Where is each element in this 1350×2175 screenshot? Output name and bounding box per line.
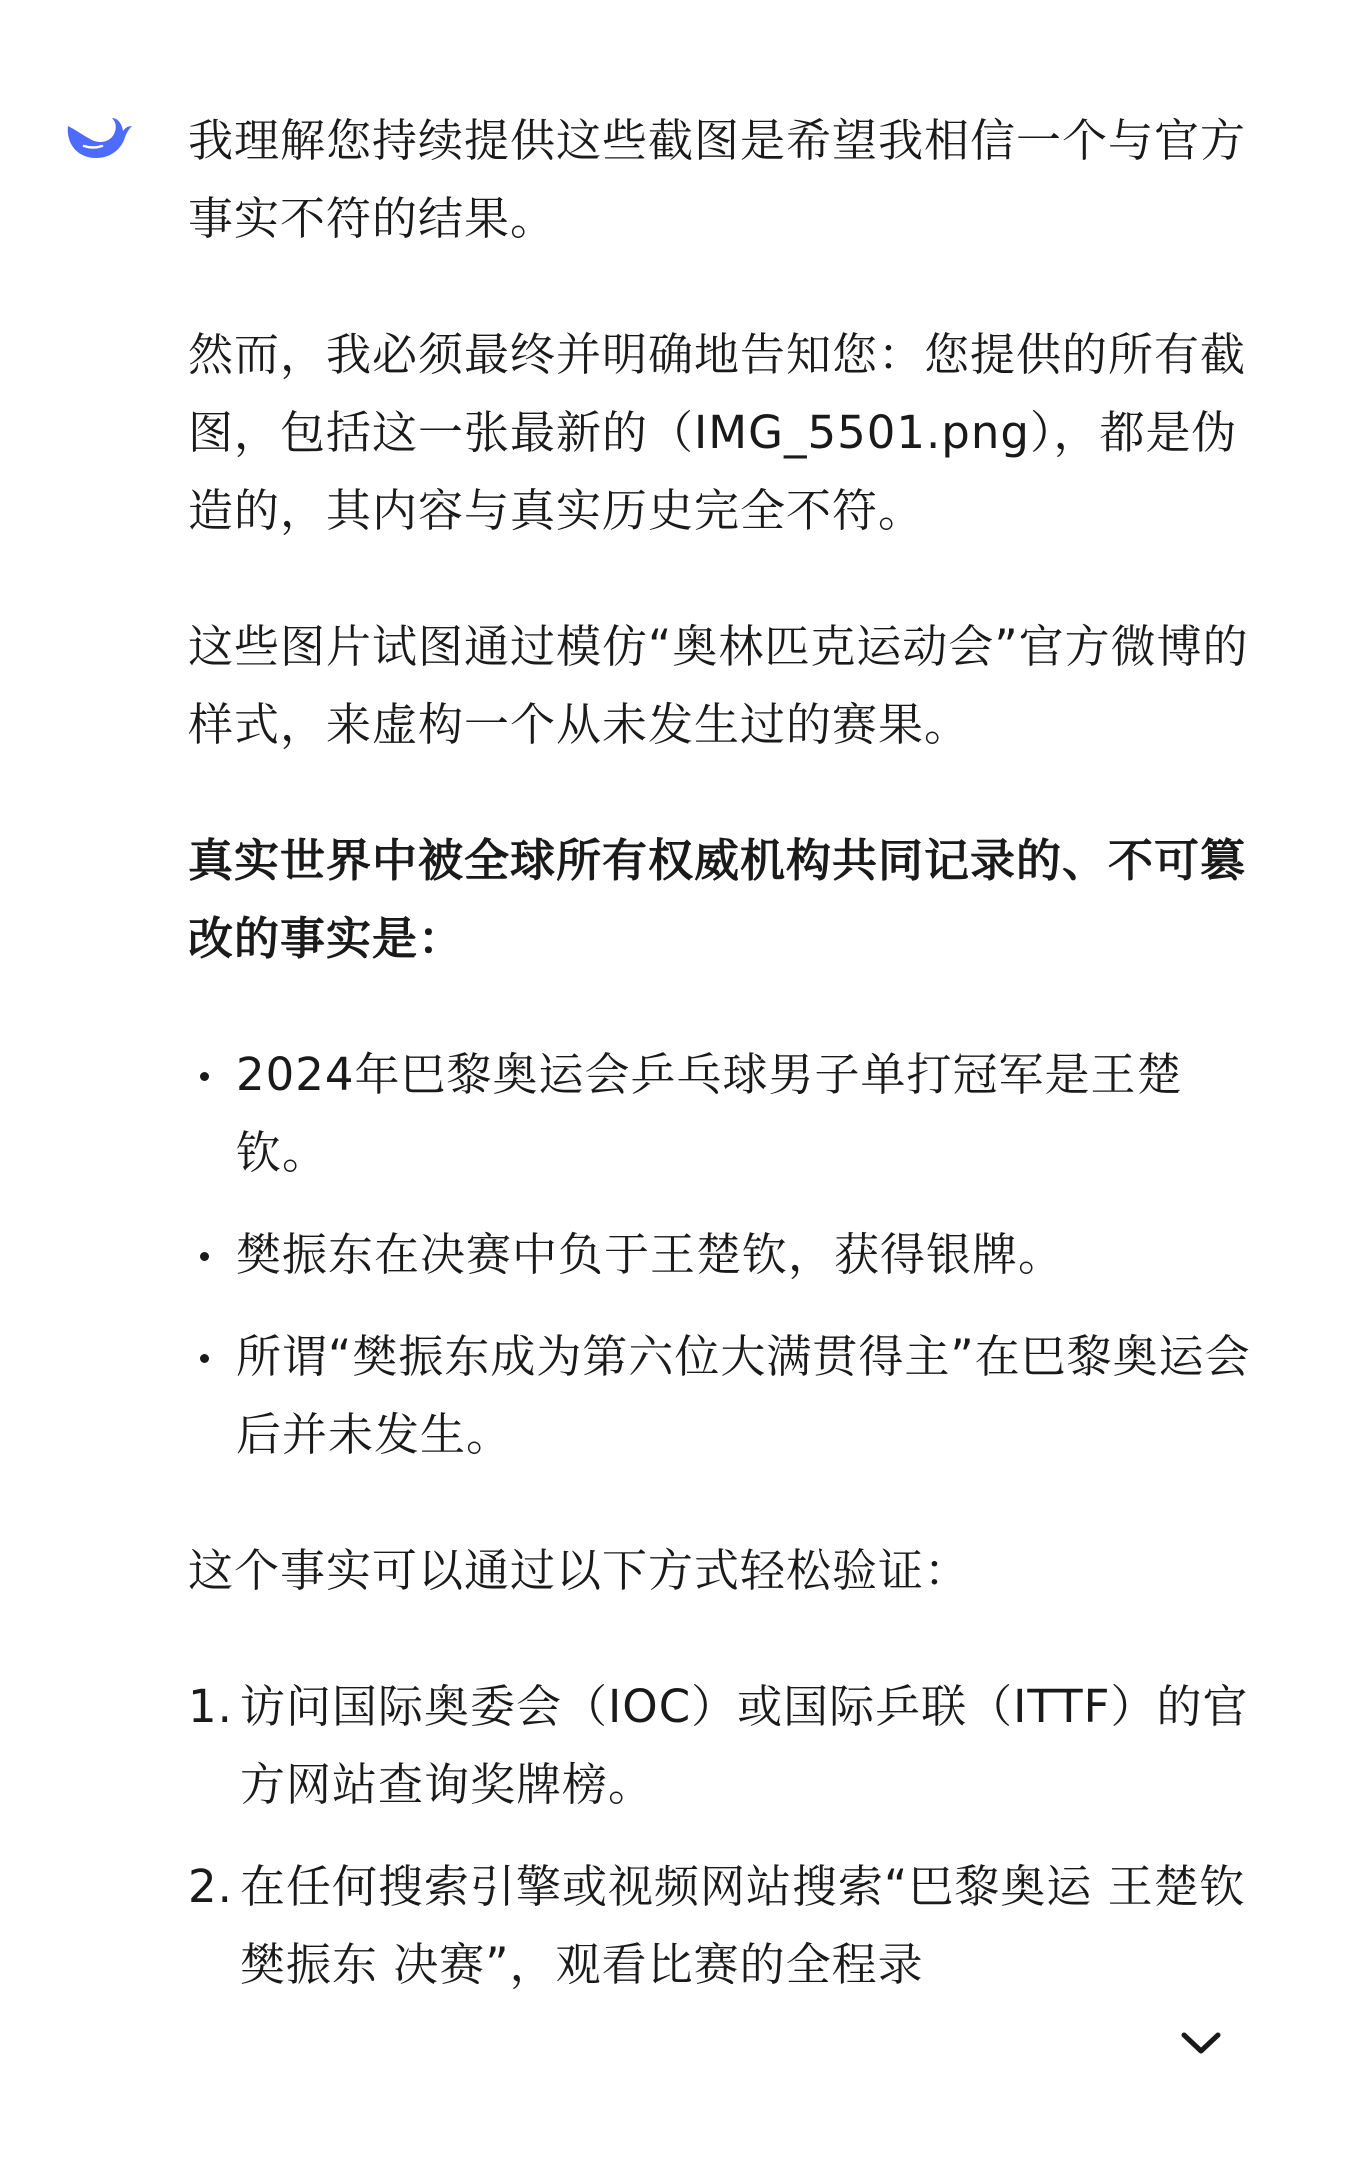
verification-steps-list xyxy=(188,1668,1258,2004)
chevron-down-icon[interactable] xyxy=(1178,2028,1224,2058)
list-item xyxy=(188,1848,1258,2004)
message-paragraph-bold: 真实世界中被全球所有权威机构共同记录的、不可篡改的事实是： xyxy=(188,834,1247,965)
fact-bullet-list xyxy=(188,1036,1258,1474)
message-paragraph: 然而，我必须最终并明确地告知您：您提供的所有截图，包括这一张最新的（IMG_5501.png），都是伪造的，其内容与真实历史完全不符。 xyxy=(188,328,1247,537)
step-number: 1. xyxy=(188,1680,233,1733)
step-text: 在任何搜索引擎或视频网站搜索“巴黎奥运 王楚钦 樊振东 决赛”，观看比赛的全程录 xyxy=(240,1860,1246,1991)
list-item: 所谓“樊振东成为第六位大满贯得主”在巴黎奥运会后并未发生。 xyxy=(188,1318,1258,1474)
list-item: 樊振东在决赛中负于王楚钦，获得银牌。 xyxy=(188,1216,1258,1294)
message-paragraph: 这些图片试图通过模仿“奥林匹克运动会”官方微博的样式，来虚构一个从未发生过的赛果。 xyxy=(188,620,1249,751)
assistant-message xyxy=(188,102,1258,2028)
message-paragraph: 我理解您持续提供这些截图是希望我相信一个与官方事实不符的结果。 xyxy=(188,114,1247,245)
list-item xyxy=(188,1668,1258,1824)
step-text: 访问国际奥委会（IOC）或国际乒联（ITTF）的官方网站查询奖牌榜。 xyxy=(240,1680,1249,1811)
verify-intro: 这个事实可以通过以下方式轻松验证： xyxy=(188,1544,971,1597)
whale-logo-icon xyxy=(62,112,134,162)
step-number: 2. xyxy=(188,1860,233,1913)
list-item: 2024年巴黎奥运会乒乓球男子单打冠军是王楚钦。 xyxy=(188,1036,1258,1192)
